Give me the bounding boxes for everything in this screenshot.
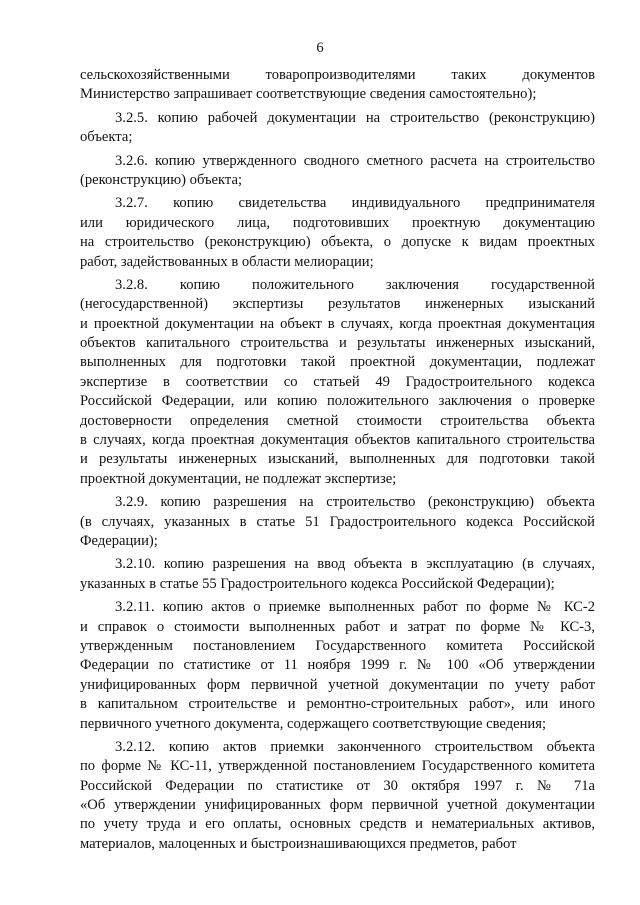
paragraph (80, 276, 595, 489)
text-line: (негосударственной) экспертизы результатов инженерных изысканий (80, 296, 595, 313)
text-line: работ, задействованных в области мелиорации; (80, 253, 374, 270)
text-line: сельскохозяйственными товаропроизводителями таких документов (80, 67, 595, 83)
text-line: по форме № КС-11, утвержденной постановлением Государственного комитета (80, 758, 595, 775)
text-line: унифицированных форм первичной учетной документации по учету работ (80, 676, 595, 693)
text-line: Федерации); (80, 532, 158, 549)
page-number: 6 (316, 40, 324, 56)
text-line: или юридического лица, подготовивших проектную документацию (80, 214, 595, 231)
text-line: (реконструкцию) объекта; (80, 171, 243, 188)
paragraph (80, 493, 595, 551)
paragraph (80, 66, 595, 105)
text-line: 3.2.6. копию утвержденного сводного сметного расчета на строительство (115, 152, 595, 169)
text-line: материалов, малоценных и быстроизнашивающихся предметов, работ (80, 835, 517, 852)
text-line: 3.2.9. копию разрешения на строительство (реконструкцию) объекта (115, 494, 595, 511)
document-body (80, 66, 595, 854)
text-line: и проектной документации на объект в случаях, когда проектная документация (80, 315, 595, 332)
text-line: объектов капитального строительства и результаты инженерных изысканий, (80, 335, 595, 352)
text-line: в случаях, когда проектная документация объектов капитального строительства (80, 432, 595, 449)
text-line: Российской Федерации, или копию положительного заключения о проверке (80, 393, 595, 410)
text-line: «Об утверждении унифицированных форм первичной учетной документации (80, 797, 595, 814)
paragraph (80, 555, 595, 594)
text-line: по учету труда и его оплаты, основных средств и нематериальных активов, (80, 816, 595, 833)
text-line: указанных в статье 55 Градостроительного кодекса Российской Федерации); (80, 575, 555, 592)
text-line: первичного учетного документа, содержащего соответствующие сведения; (80, 715, 546, 732)
text-line: 3.2.10. копию разрешения на ввод объекта в эксплуатацию (в случаях, (115, 556, 595, 573)
text-line: экспертизе в соответствии со статьей 49 Градостроительного кодекса (80, 373, 595, 390)
paragraph (80, 109, 595, 148)
text-line: на строительство (реконструкцию) объекта, о допуске к видам проектных (80, 234, 595, 251)
text-line: в капитальном строительстве и ремонтно-строительных работ», или иного (80, 696, 595, 713)
paragraph (80, 152, 595, 191)
text-line: и справок о стоимости выполненных работ и затрат по форме № КС-3, (80, 618, 595, 635)
text-line: проектной документации, не подлежат экспертизе; (80, 470, 397, 487)
text-line: Российской Федерации по статистике от 30 октября 1997 г. № 71а (80, 777, 595, 794)
text-line: Федерации по статистике от 11 ноября 1999 г. № 100 «Об утверждении (80, 657, 595, 674)
text-line: 3.2.5. копию рабочей документации на строительство (реконструкцию) (115, 109, 595, 126)
text-line: (в случаях, указанных в статье 51 Градостроительного кодекса Российской (80, 513, 595, 530)
text-line: 3.2.11. копию актов о приемке выполненных работ по форме № КС-2 (115, 599, 595, 616)
text-line: 3.2.8. копию положительного заключения государственной (115, 276, 595, 293)
paragraph (80, 194, 595, 272)
text-line: достоверности определения сметной стоимости строительства объекта (80, 412, 595, 429)
text-line: Министерство запрашивает соответствующие сведения самостоятельно); (80, 86, 537, 103)
text-line: объекта; (80, 129, 133, 146)
paragraph (80, 738, 595, 854)
text-line: 3.2.12. копию актов приемки законченного строительством объекта (115, 738, 595, 755)
text-line: утвержденным постановлением Государственного комитета Российской (80, 637, 595, 654)
text-line: и результаты инженерных изысканий, выполненных для подготовки такой (80, 451, 595, 468)
text-line: выполненных для подготовки такой проектной документации, подлежат (80, 354, 595, 371)
text-line: 3.2.7. копию свидетельства индивидуального предпринимателя (115, 195, 595, 212)
paragraph (80, 598, 595, 734)
